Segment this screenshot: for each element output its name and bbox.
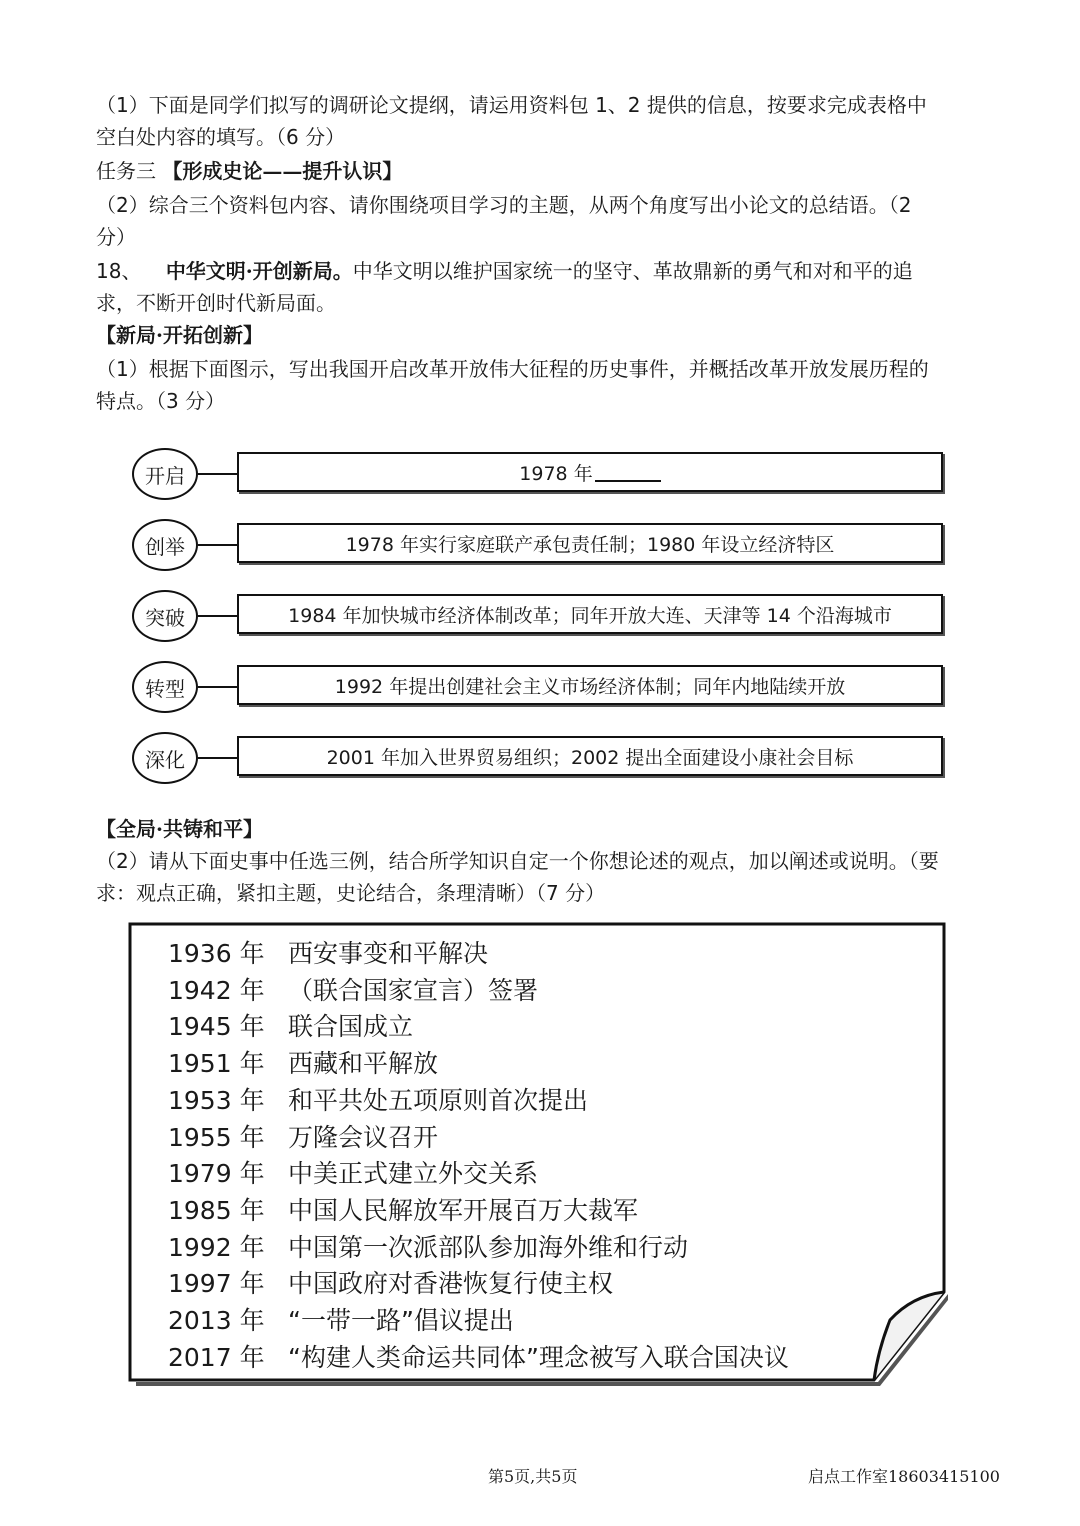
event-item [168, 1340, 789, 1376]
event-year: 2013 年 [168, 1306, 265, 1335]
section1-title: 【新局·开拓创新】 [96, 323, 263, 347]
timeline-row-start [132, 448, 944, 504]
event-text: 中国第一次派部队参加海外维和行动 [288, 1232, 689, 1262]
timeline-box [237, 452, 943, 492]
event-item [168, 1303, 514, 1339]
task3-prefix: 任务三 [96, 159, 163, 183]
timeline-text: 1992 年提出创建社会主义市场经济体制；同年内地陆续开放 [334, 675, 846, 698]
section1-q-line2: 特点。（3 分） [96, 389, 226, 413]
timeline-stage-label: 开启 [132, 448, 198, 500]
event-item [168, 973, 538, 1009]
event-text: 中国政府对香港恢复行使主权 [288, 1269, 614, 1299]
event-year: 2017 年 [168, 1342, 265, 1372]
task3-heading [96, 156, 402, 186]
q18-number: 18、 [96, 259, 142, 283]
event-text: 和平共处五项原则首次提出 [288, 1085, 589, 1115]
event-year: 1997 年 [168, 1269, 265, 1299]
timeline-box [237, 665, 943, 705]
q18-heading: 中华文明·开创新局。 [165, 259, 353, 283]
timeline-box [237, 523, 943, 563]
event-year: 1992 年 [168, 1232, 265, 1262]
section2-q-line2: 求：观点正确，紧扣主题，史论结合，条理清晰）（7 分） [96, 881, 606, 905]
event-item [168, 1009, 413, 1045]
event-text: 西安事变和平解决 [288, 939, 489, 968]
event-year: 1955 年 [168, 1122, 265, 1152]
event-year: 1985 年 [168, 1195, 265, 1225]
event-item [168, 1230, 688, 1266]
event-year: 1953 年 [168, 1085, 265, 1115]
event-item [168, 1083, 588, 1119]
q17-1-line1: （1）下面是同学们拟写的调研论文提纲，请运用资料包 1、2 提供的信息，按要求完成表格中 [96, 93, 927, 117]
event-year: 1951 年 [168, 1049, 265, 1079]
q17-2-line1: （2）综合三个资料包内容、请你围绕项目学习的主题，从两个角度写出小论文的总结语。（2 [96, 193, 912, 217]
q17-2-line2: 分） [96, 225, 136, 249]
timeline-row-innovation [132, 519, 944, 575]
timeline-row-deepening [132, 732, 944, 788]
page-number: 第5页,共5页 [488, 1467, 578, 1486]
event-item [168, 1120, 438, 1156]
timeline-connector [198, 757, 238, 759]
answer-blank[interactable] [595, 462, 661, 482]
q18-line1-rest: 中华文明以维护国家统一的坚守、革故鼎新的勇气和对和平的追 [352, 259, 913, 283]
event-text: 联合国成立 [288, 1012, 414, 1042]
event-year: 1945 年 [168, 1012, 265, 1042]
timeline-connector [198, 686, 238, 688]
event-text: 西藏和平解放 [288, 1049, 439, 1079]
event-item [168, 1156, 538, 1192]
timeline-box [237, 594, 943, 634]
timeline-box [237, 736, 943, 776]
event-text: （联合国家宣言）签署 [288, 975, 539, 1005]
timeline-connector [198, 544, 238, 546]
timeline-text: 1978 年实行家庭联产承包责任制；1980 年设立经济特区 [345, 533, 835, 556]
event-text: 万隆会议召开 [288, 1122, 439, 1152]
event-item [168, 1266, 613, 1302]
timeline-row-breakthrough [132, 590, 944, 646]
event-item [168, 1193, 638, 1229]
q18-line1 [96, 256, 913, 286]
section2-title: 【全局·共铸和平】 [96, 817, 263, 841]
timeline-text: 1984 年加快城市经济体制改革；同年开放大连、天津等 14 个沿海城市 [288, 604, 892, 627]
section1-q-line1: （1）根据下面图示，写出我国开启改革开放伟大征程的历史事件，并概括改革开放发展历程的 [96, 357, 929, 381]
event-year: 1942 年 [168, 975, 265, 1005]
section2-q-line1: （2）请从下面史事中任选三例，结合所学知识自定一个你想论述的观点，加以阐述或说明。（要 [96, 849, 939, 873]
event-item [168, 1046, 438, 1082]
timeline-row-transition [132, 661, 944, 717]
timeline-connector [198, 473, 238, 475]
timeline-stage-label: 突破 [132, 590, 198, 642]
q17-1-line2: 空白处内容的填写。（6 分） [96, 125, 346, 149]
task3-title: 【形成史论——提升认识】 [162, 159, 403, 183]
event-item [168, 936, 488, 972]
timeline-connector [198, 615, 238, 617]
event-text: 中国人民解放军开展百万大裁军 [288, 1195, 639, 1225]
event-year: 1936 年 [168, 939, 265, 968]
q18-line2: 求，不断开创时代新局面。 [96, 291, 336, 315]
timeline-text: 2001 年加入世界贸易组织；2002 提出全面建设小康社会目标 [326, 746, 854, 769]
event-text: 中美正式建立外交关系 [288, 1159, 539, 1189]
timeline-stage-label: 转型 [132, 661, 198, 713]
event-text: “构建人类命运共同体”理念被写入联合国决议 [288, 1342, 789, 1372]
event-text: “一带一路”倡议提出 [288, 1306, 514, 1335]
timeline-stage-label: 深化 [132, 732, 198, 784]
event-year: 1979 年 [168, 1159, 265, 1189]
studio-credit: 启点工作室18603415100 [808, 1467, 1000, 1486]
timeline-stage-label: 创举 [132, 519, 198, 571]
timeline-text: 1978 年 [519, 462, 593, 485]
